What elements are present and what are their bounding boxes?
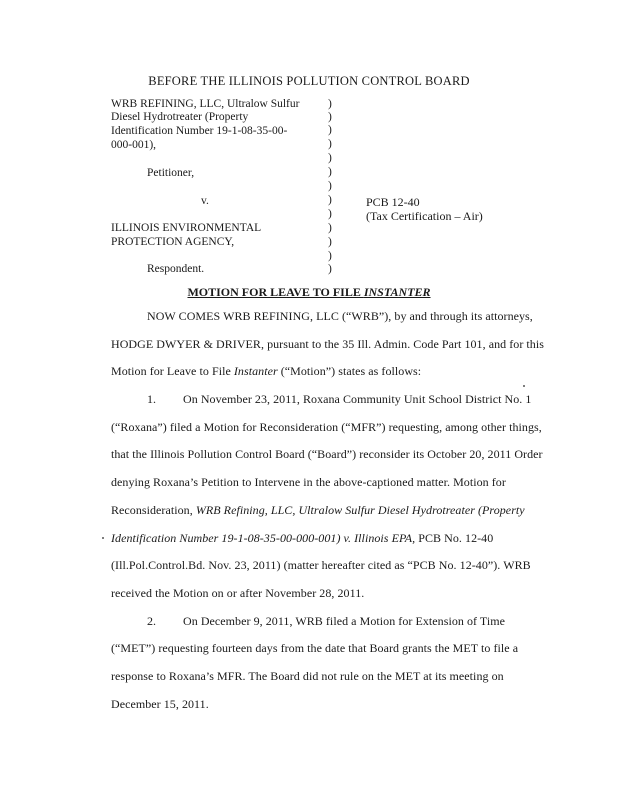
petitioner-label: Petitioner, (147, 167, 195, 179)
respondent-line-2: PROTECTION AGENCY, (111, 236, 235, 248)
petitioner-line-1: WRB REFINING, LLC, Ultralow Sulfur (111, 98, 300, 110)
case-number: PCB 12-40 (366, 195, 420, 209)
caption-paren: ) (328, 98, 332, 110)
caption-paren: ) (328, 152, 332, 164)
para-2-line-4: December 15, 2011. (111, 697, 209, 711)
para-1-line-5: Reconsideration, WRB Refining, LLC, Ultralow Sulfur Diesel Hydrotreater (Property (111, 503, 525, 517)
caption-paren: ) (328, 138, 332, 150)
intro-line-2: HODGE DWYER & DRIVER, pursuant to the 35 Ill. Admin. Code Part 101, and for this (111, 337, 544, 351)
intro-line-1: NOW COMES WRB REFINING, LLC (“WRB”), by and through its attorneys, (147, 309, 533, 323)
intro-line-3: Motion for Leave to File Instanter (“Motion”) states as follows: (111, 364, 422, 378)
para-1-line-7: (Ill.Pol.Control.Bd. Nov. 23, 2011) (matter hereafter cited as “PCB No. 12-40”). WRB (111, 558, 531, 572)
respondent-label: Respondent. (147, 263, 205, 275)
para-1-line-3: that the Illinois Pollution Control Board (“Board”) reconsider its October 20, 2011 Order (111, 447, 543, 461)
para-2-line-2: (“MET”) requesting fourteen days from the date that Board grants the MET to file a (111, 641, 519, 655)
para-1-line-8: received the Motion on or after November 28, 2011. (111, 586, 365, 600)
caption-paren: ) (328, 263, 332, 275)
para-2-number: 2. (147, 614, 157, 628)
respondent-line-1: ILLINOIS ENVIRONMENTAL (111, 222, 262, 234)
case-type: (Tax Certification – Air) (366, 209, 483, 223)
petitioner-line-2: Diesel Hydrotreater (Property (111, 111, 249, 123)
motion-title: MOTION FOR LEAVE TO FILE INSTANTER (187, 285, 431, 299)
caption-paren: ) (328, 236, 332, 248)
scan-speck (523, 385, 525, 387)
board-heading: BEFORE THE ILLINOIS POLLUTION CONTROL BOARD (148, 74, 470, 88)
petitioner-line-3: Identification Number 19-1-08-35-00- (111, 125, 288, 137)
caption-paren: ) (328, 208, 332, 220)
caption-paren: ) (328, 124, 332, 136)
caption-paren: ) (328, 250, 332, 262)
caption-paren: ) (328, 166, 332, 178)
para-1-line-6: Identification Number 19-1-08-35-00-000-001) v. Illinois EPA, PCB No. 12-40 (111, 531, 494, 545)
versus-label: v. (201, 195, 209, 207)
caption-paren: ) (328, 111, 332, 123)
para-1-line-2: (“Roxana”) filed a Motion for Reconsideration (“MFR”) requesting, among other things, (111, 420, 542, 434)
scan-speck (102, 537, 104, 539)
para-1-line-1: On November 23, 2011, Roxana Community Unit School District No. 1 (183, 392, 532, 406)
caption-paren: ) (328, 222, 332, 234)
caption-paren: ) (328, 180, 332, 192)
para-1-number: 1. (147, 392, 157, 406)
caption-paren: ) (328, 194, 332, 206)
para-2-line-3: response to Roxana’s MFR. The Board did not rule on the MET at its meeting on (111, 669, 504, 683)
petitioner-line-4: 000-001), (111, 139, 157, 151)
para-1-line-4: denying Roxana’s Petition to Intervene in the above-captioned matter. Motion for (111, 475, 506, 489)
para-2-line-1: On December 9, 2011, WRB filed a Motion for Extension of Time (183, 614, 506, 628)
